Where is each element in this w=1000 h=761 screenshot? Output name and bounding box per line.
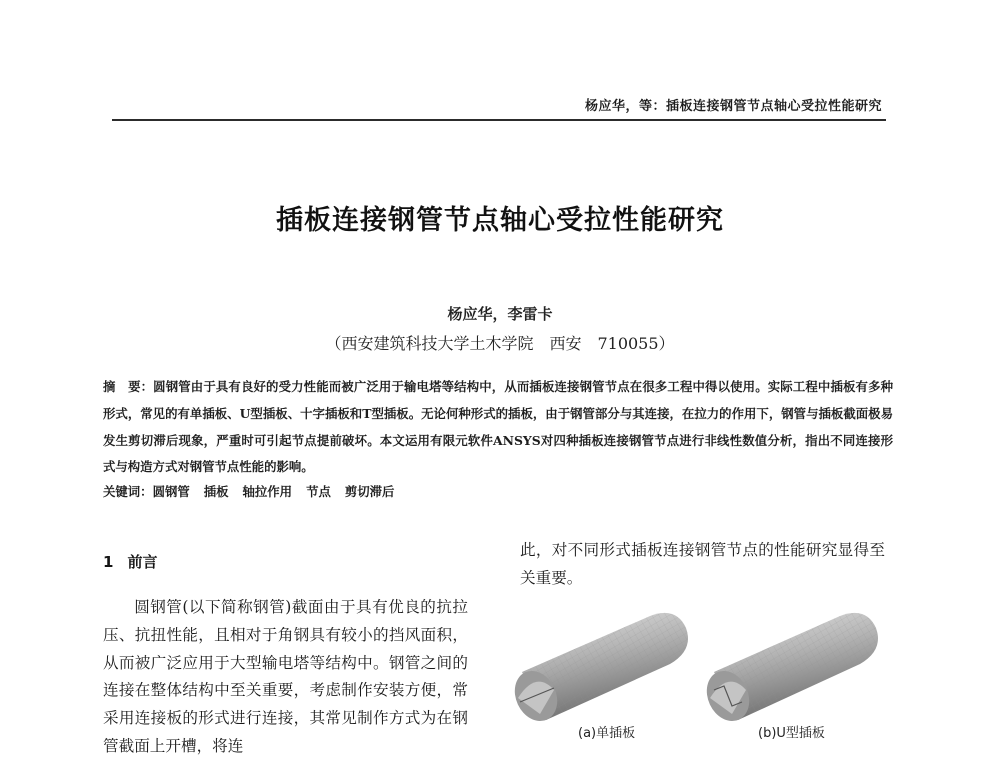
abstract-label: 摘 要： xyxy=(103,379,154,394)
header-rule xyxy=(112,119,886,121)
keyword: 剪切滞后 xyxy=(344,484,395,499)
section-number: 1 xyxy=(103,553,114,571)
fe-model-u-plate xyxy=(699,613,878,728)
running-head: 杨应华，等：插板连接钢管节点轴心受拉性能研究 xyxy=(584,99,882,114)
keyword: 插板 xyxy=(203,484,229,499)
figure-caption-a: (a)单插板 xyxy=(578,726,636,741)
left-column xyxy=(103,594,468,761)
abstract xyxy=(103,374,893,481)
keyword: 节点 xyxy=(306,484,331,499)
keyword: 圆钢管 xyxy=(152,484,190,499)
keywords xyxy=(103,482,893,500)
section-heading xyxy=(103,551,157,572)
abstract-text: 圆钢管由于具有良好的受力性能而被广泛用于输电塔等结构中，从而插板连接钢管节点在很多工程中得以使用。实际工程中插板有多种形式，常见的有单插板、U型插板、十字插板和T型插板。无论何种形式的插板，由于钢管部分与其连接，在拉力的作用下，钢管与插板截面极易发生剪切滞后现象，严重时可引起节点提前破坏。本文运用有限元软件ANSYS对四种插板连接钢管节点进行非线性数值分析，指出不同连接形式与构造方式对钢管节点性能的影响。 xyxy=(103,379,894,475)
right-column xyxy=(520,537,885,593)
figure-caption-b: (b)U型插板 xyxy=(758,726,825,741)
body-paragraph: 圆钢管(以下简称钢管)截面由于具有优良的抗拉压、抗扭性能，且相对于角钢具有较小的挡风面积，从而被广泛应用于大型输电塔等结构中。钢管之间的连接在整体结构中至关重要，考虑制作安装方便，常采用连接板的形式进行连接，其常见制作方式为在钢管截面上开槽，将连 xyxy=(103,598,468,755)
keyword: 轴拉作用 xyxy=(242,484,293,499)
affiliation: （西安建筑科技大学土木学院 西安 710055） xyxy=(325,334,675,353)
keywords-label: 关键词： xyxy=(103,484,153,499)
authors: 杨应华，李雷卡 xyxy=(447,305,553,323)
paper-title: 插板连接钢管节点轴心受拉性能研究 xyxy=(276,205,724,236)
fe-model-single-plate xyxy=(510,613,688,728)
body-paragraph: 此，对不同形式插板连接钢管节点的性能研究显得至关重要。 xyxy=(520,541,885,587)
section-title: 前言 xyxy=(127,553,158,571)
figure-fe-models xyxy=(510,610,890,758)
